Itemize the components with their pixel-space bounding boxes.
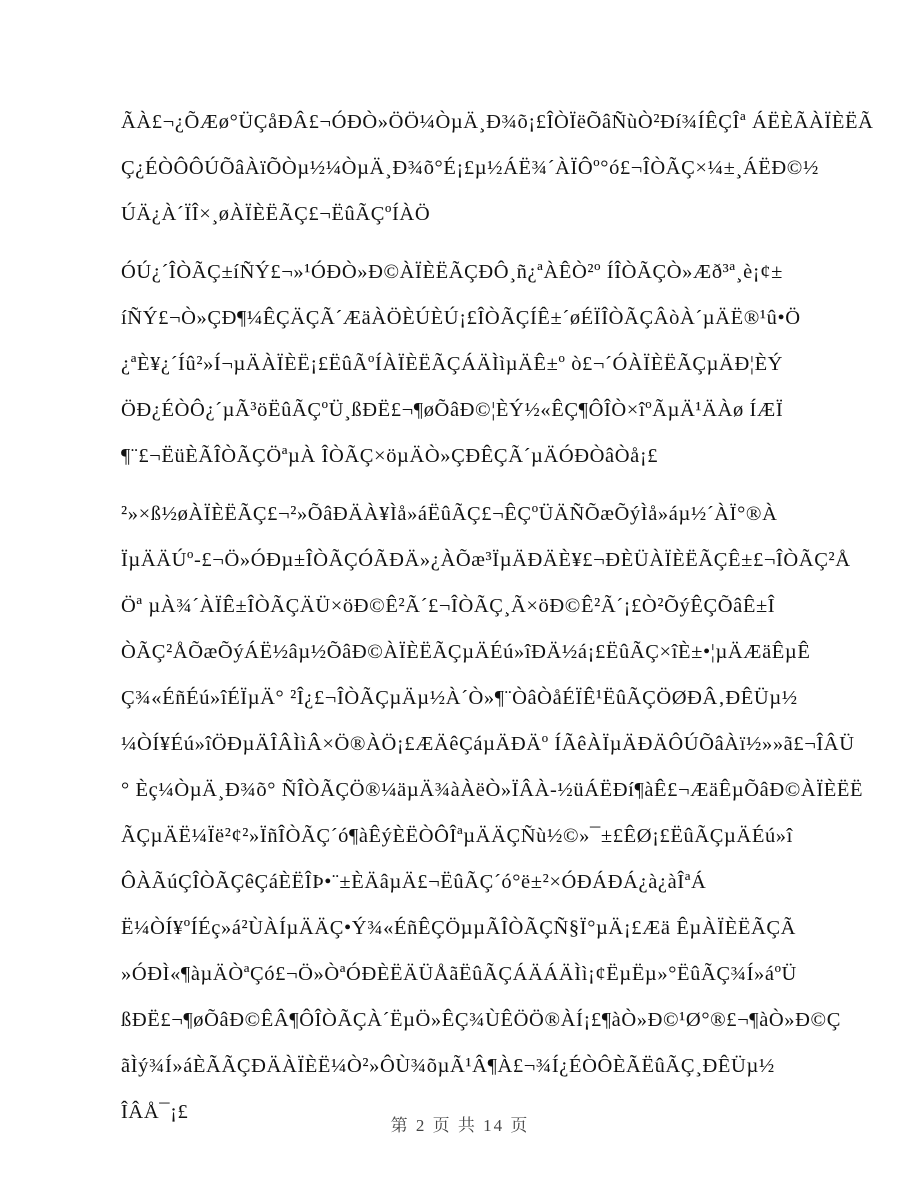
text-line: ÏµÄÄÚº-£¬Ö»ÓÐµ±ÎÒÃÇÓÃÐÄ»¿ÀÕæ³ÏµÄÐÄÈ¥£¬ÐÈÜÀÏÈËÃÇÊ±£¬ÎÒÃÇ²Å (121, 549, 851, 571)
text-line: ¼ÒÍ¥Éú»îÖÐµÄÎÂÌìÂ×Ö®ÀÖ¡£ÆÄêÇáµÄÐÄº ÍÃêÀÏµÄÐÄÔÚÕâÀï½»»ã£¬ÎÂÜ (121, 733, 855, 755)
text-line: Öª µÀ¾´ÀÏÊ±ÎÒÃÇÄÜ×öÐ©Ê²Ã´£¬ÎÒÃÇ¸Ã×öÐ©Ê²Ã´¡£Ò²ÕýÊÇÕâÊ±Î (121, 595, 776, 617)
text-line: ÔÀÃúÇÎÒÃÇêÇáÈËÎÞ•¨±ÈÄâµÄ£¬ËûÃÇ´ó°ë±²×ÓÐÁÐÁ¿à¿àÎªÁ (121, 871, 707, 893)
text-line: ÒÃÇ²ÅÕæÕýÁË½âµ½ÕâÐ©ÀÏÈËÃÇµÄÉú»îÐÄ½á¡£ËûÃÇ×îÈ±•¦µÄÆäÊµÊ (121, 641, 811, 663)
text-line: ¿ªÈ¥¿´Íû²»Í¬µÄÀÏÈË¡£ËûÃºÍÀÏÈËÃÇÁÄÌìµÄÊ±º ò£¬´ÓÀÏÈËÃÇµÄÐ¦ÈÝ (121, 353, 784, 375)
text-line: »ÓÐÌ«¶àµÄÒªÇó£¬Ö»ÒªÓÐÈËÄÜÅãËûÃÇÁÄÁÄÌì¡¢ËµËµ»°ËûÃÇ¾Í»áºÜ (121, 963, 797, 985)
text-line: ÃÀ£¬¿ÕÆø°ÜÇåÐÂ£¬ÓÐÒ»ÖÖ¼ÒµÄ¸Ð¾õ¡£ÎÒÏëÕâÑùÒ²Ðí¾ÍÊÇÎª ÁËÈÃÀÏÈËÃ (121, 111, 874, 133)
text-line: Ç¾«ÉñÉú»îÉÏµÄ° ²Î¿£¬ÎÒÃÇµÄµ½À´Ò»¶¨ÒâÒåÉÏÊ¹ËûÃÇÖØÐÂ‚ÐÊÜµ½ (121, 687, 798, 709)
text-line: ¶¨£¬ËüÈÃÎÒÃÇÖªµÀ ÎÒÃÇ×öµÄÒ»ÇÐÊÇÃ´µÄÓÐÒâÒå¡£ (121, 445, 659, 467)
text-line: Ç¿ÉÒÔÔÚÕâÀïÕÒµ½¼ÒµÄ¸Ð¾õ°É¡£µ½ÁË¾´ÀÏÔº°ó£¬ÎÒÃÇ×¼±¸ÁËÐ©½ (121, 157, 819, 179)
text-line: ãÌý¾Í»áÈÃÃÇÐÄÀÏÈË¼Ò²»ÔÙ¾õµÃ¹Â¶À£¬¾Í¿ÉÒÔÈÃËûÃÇ¸ÐÊÜµ½ (121, 1055, 775, 1077)
text-line: Ë¼ÒÍ¥ºÍÉç»á²ÙÀÍµÄÄÇ•Ý¾«ÉñÊÇÖµµÃÎÒÃÇÑ§Ï°µÄ¡£Æä ÊµÀÏÈËÃÇÃ (121, 917, 797, 939)
text-line: ÎÂÅ¯¡£ (121, 1101, 189, 1123)
text-line: ²»×ß½øÀÏÈËÃÇ£¬²»ÕâÐÄÀ¥Ìå»áËûÃÇ£¬ÊÇºÜÄÑÕæÕýÌå»áµ½´ÀÏ°®À (121, 503, 778, 525)
text-line: ÓÚ¿´ÎÒÃÇ±íÑÝ£¬»¹ÓÐÒ»Ð©ÀÏÈËÃÇÐÔ¸ñ¿ªÀÊÒ²º ÍÎÒÃÇÒ»Æð³ª¸è¡¢± (121, 261, 783, 283)
text-line: ÖÐ¿ÉÒÔ¿´µÃ³öËûÃÇºÜ¸ßÐË£¬¶øÕâÐ©¦ÈÝ½«ÊÇ¶ÔÎÒ×îºÃµÄ¹ÄÀø ÍÆÏ (121, 399, 784, 421)
page-number-footer: 第 2 页 共 14 页 (390, 1116, 530, 1135)
text-line: ÚÄ¿À´ÏÎ×¸øÀÏÈËÃÇ£¬ËûÃÇºÍÀÖ (121, 203, 431, 225)
text-line: ÃÇµÄË¼Ïë²¢²»ÏñÎÒÃÇ´ó¶àÊýÈËÒÔÎªµÄÄÇÑù½©»¯±£ÊØ¡£ËûÃÇµÄÉú»î (121, 825, 793, 847)
text-line: ßÐË£¬¶øÕâÐ©ÊÂ¶ÔÎÒÃÇÀ´ËµÖ»ÊÇ¾ÙÊÖÖ®ÀÍ¡£¶àÒ»Ð©¹Ø°®£¬¶àÒ»Ð©Ç (121, 1009, 841, 1031)
text-line: ° Èç¼ÒµÄ¸Ð¾õ° ÑÎÒÃÇÖ®¼äµÄ¾àÀëÒ»ÏÂÀ-½üÁËÐí¶àÊ£¬ÆäÊµÕâÐ©ÀÏÈËË (121, 779, 864, 801)
text-line: íÑÝ£¬Ò»ÇÐ¶¼ÊÇÄÇÃ´ÆäÀÖÈÚÈÚ¡£ÎÒÃÇÍÊ±´øÉÏÎÒÃÇÂòÀ´µÄË®¹û•Ö (121, 307, 801, 329)
